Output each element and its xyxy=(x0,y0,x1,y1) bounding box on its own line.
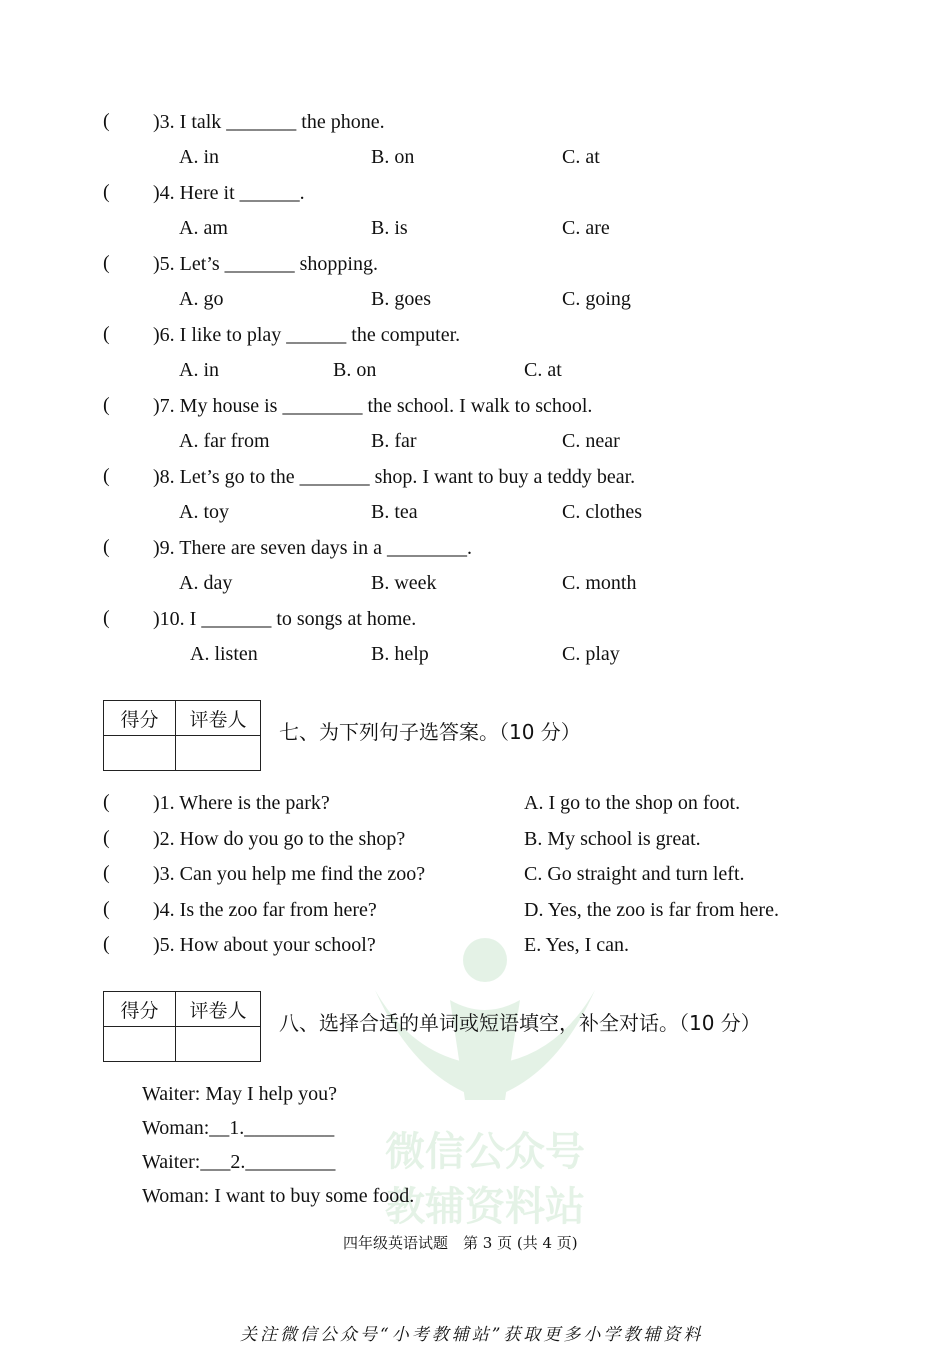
option-b: B. week xyxy=(371,572,437,594)
promo-note: 关注微信公众号“小考教辅站”获取更多小学教辅资料 xyxy=(240,1325,704,1345)
option-a: A. far from xyxy=(179,430,270,452)
answer-choice: E. Yes, I can. xyxy=(524,934,629,956)
option-b: B. help xyxy=(371,643,429,665)
question-text: )5. How about your school? xyxy=(153,934,376,956)
question-text: )6. I like to play ______ the computer. xyxy=(153,324,461,346)
option-a: A. toy xyxy=(179,501,229,523)
page-footer: 四年级英语试题 第 3 页 (共 4 页) xyxy=(343,1234,578,1252)
answer-paren: ( xyxy=(103,181,110,203)
answer-choice: D. Yes, the zoo is far from here. xyxy=(524,899,779,921)
watermark-head xyxy=(463,938,507,982)
answer-paren: ( xyxy=(103,536,110,558)
answer-paren: ( xyxy=(103,862,110,884)
option-a: A. go xyxy=(179,288,224,310)
answer-paren: ( xyxy=(103,898,110,920)
watermark-text-2: 教辅资料站 xyxy=(385,1184,585,1230)
option-c: C. are xyxy=(562,217,610,239)
question-text: )3. Can you help me find the zoo? xyxy=(153,863,426,885)
option-c: C. clothes xyxy=(562,501,642,523)
question-text: )2. How do you go to the shop? xyxy=(153,828,406,850)
option-c: C. at xyxy=(524,359,562,381)
option-b: B. goes xyxy=(371,288,431,310)
grader-cell[interactable] xyxy=(176,736,261,771)
option-a: A. in xyxy=(179,146,219,168)
score-label: 得分 xyxy=(104,701,176,736)
question-text: )3. I talk _______ the phone. xyxy=(153,111,385,133)
watermark-text-1: 微信公众号 xyxy=(385,1129,585,1175)
score-box-7 xyxy=(103,700,261,771)
score-label: 得分 xyxy=(104,992,176,1027)
grader-label: 评卷人 xyxy=(176,701,261,736)
section-7-title: 七、为下列句子选答案。（10 分） xyxy=(279,720,581,744)
option-b: B. on xyxy=(333,359,377,381)
answer-paren: ( xyxy=(103,607,110,629)
score-cell[interactable] xyxy=(104,736,176,771)
answer-paren: ( xyxy=(103,323,110,345)
dialogue-line: Woman: I want to buy some food. xyxy=(142,1185,415,1207)
answer-paren: ( xyxy=(103,827,110,849)
question-text: )1. Where is the park? xyxy=(153,792,330,814)
answer-paren: ( xyxy=(103,110,110,132)
option-c: C. at xyxy=(562,146,600,168)
question-text: )10. I _______ to songs at home. xyxy=(153,608,417,630)
answer-choice: B. My school is great. xyxy=(524,828,701,850)
question-text: )4. Here it ______. xyxy=(153,182,305,204)
answer-paren: ( xyxy=(103,465,110,487)
option-b: B. far xyxy=(371,430,417,452)
answer-paren: ( xyxy=(103,791,110,813)
section-8-title: 八、选择合适的单词或短语填空，补全对话。（10 分） xyxy=(279,1011,761,1035)
dialogue-line: Woman:__1._________ xyxy=(142,1117,335,1139)
question-text: )8. Let’s go to the _______ shop. I want to buy a teddy bear. xyxy=(153,466,636,488)
option-c: C. near xyxy=(562,430,620,452)
question-text: )7. My house is ________ the school. I walk to school. xyxy=(153,395,593,417)
option-b: B. tea xyxy=(371,501,418,523)
question-text: )5. Let’s _______ shopping. xyxy=(153,253,378,275)
score-box-8 xyxy=(103,991,261,1062)
option-a: A. in xyxy=(179,359,219,381)
option-b: B. on xyxy=(371,146,415,168)
answer-choice: A. I go to the shop on foot. xyxy=(524,792,741,814)
dialogue-line: Waiter: May I help you? xyxy=(142,1083,337,1105)
option-a: A. day xyxy=(179,572,233,594)
option-c: C. month xyxy=(562,572,637,594)
question-text: )9. There are seven days in a ________. xyxy=(153,537,472,559)
answer-choice: C. Go straight and turn left. xyxy=(524,863,745,885)
answer-paren: ( xyxy=(103,394,110,416)
option-b: B. is xyxy=(371,217,408,239)
option-c: C. play xyxy=(562,643,620,665)
grader-cell[interactable] xyxy=(176,1027,261,1062)
grader-label: 评卷人 xyxy=(176,992,261,1027)
score-cell[interactable] xyxy=(104,1027,176,1062)
answer-paren: ( xyxy=(103,252,110,274)
dialogue-line: Waiter:___2._________ xyxy=(142,1151,336,1173)
option-c: C. going xyxy=(562,288,631,310)
question-text: )4. Is the zoo far from here? xyxy=(153,899,377,921)
answer-paren: ( xyxy=(103,933,110,955)
option-a: A. listen xyxy=(190,643,258,665)
option-a: A. am xyxy=(179,217,228,239)
